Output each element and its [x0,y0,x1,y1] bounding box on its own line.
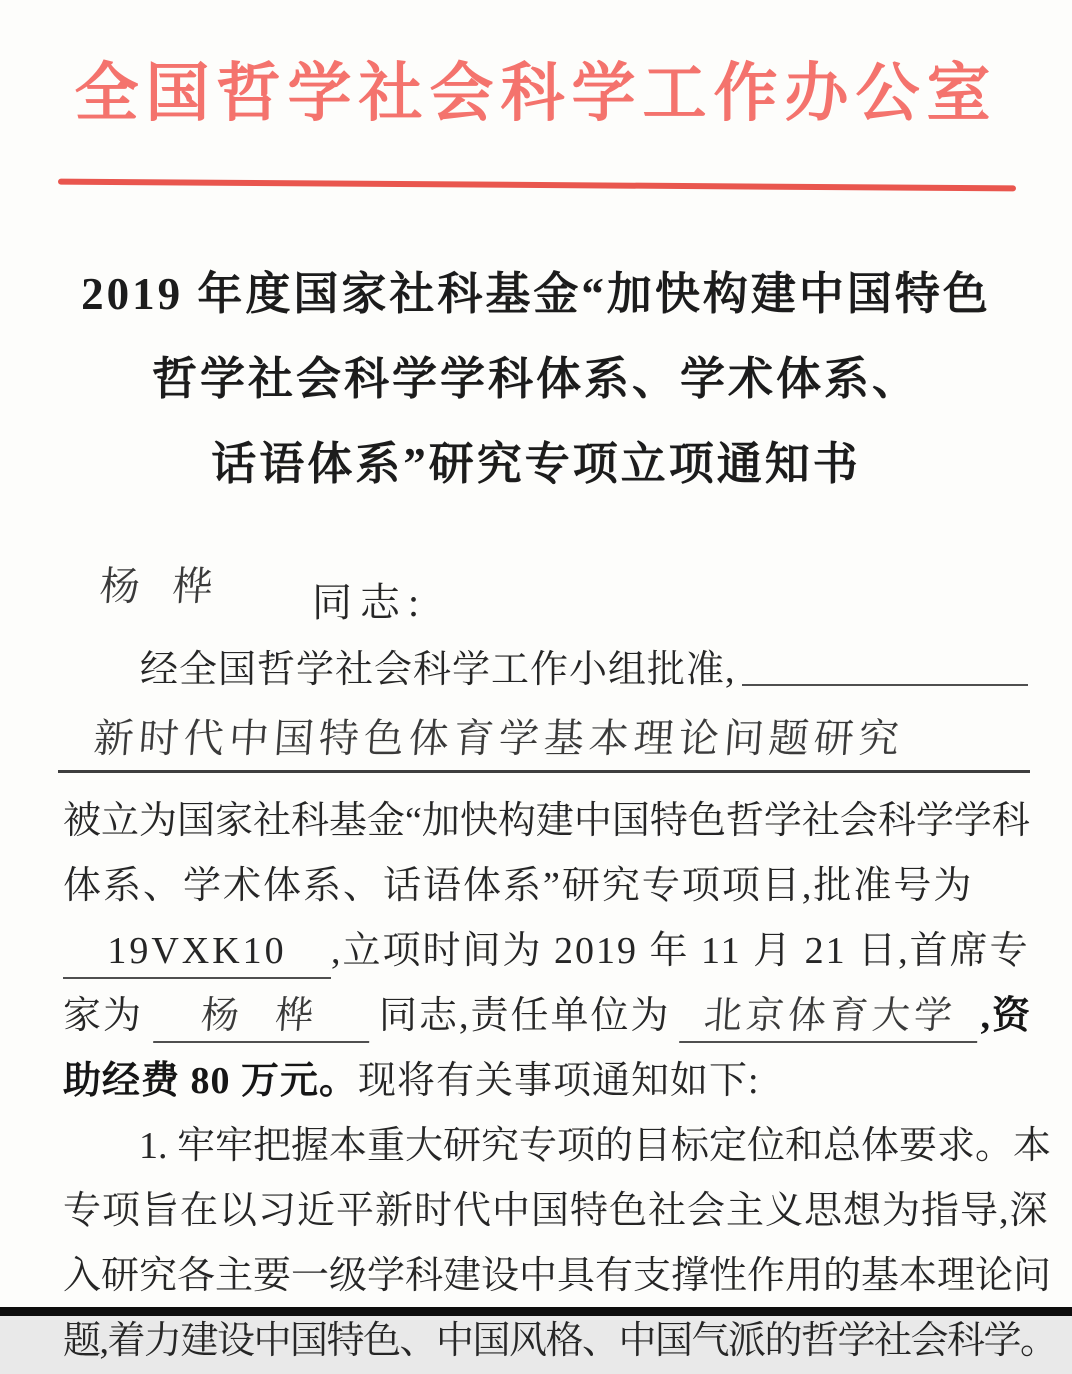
body-line-6: 1. 牢牢把握本重大研究专项的目标定位和总体要求。本 [139,1125,1052,1167]
body-line-7: 专项旨在以习近平新时代中国特色社会主义思想为指导,深 [63,1190,1049,1232]
body-text [0,789,1072,1374]
body-line-9: 题,着力建设中国特色、中国风格、中国气派的哲学社会科学。 [63,1320,1057,1362]
body-line-2: 体系、学术体系、话语体系”研究专项项目,批准号为 [63,865,974,907]
letterhead-divider-rule [58,179,1016,192]
body-line-1: 被立为国家社科基金“加快构建中国特色哲学社会科学学科 [63,800,1030,842]
project-title-handwritten: 新时代中国特色体育学基本理论问题研究 [92,716,906,762]
body-line-5-rest: 现将有关事项通知如下: [358,1060,760,1102]
scan-edge-bar [0,1307,1072,1316]
body-line-4-mid: 同志,责任单位为 [379,995,671,1037]
project-title-underline [58,770,1030,773]
approval-number-field: 19VXK10 [63,925,331,979]
document-title-line-3: 话语体系”研究专项立项通知书 [211,439,861,489]
document-title-line-1: 2019 年度国家社科基金“加快构建中国特色 [81,269,991,319]
salutation [0,555,1072,625]
body-line-3 [63,919,1072,984]
body-line-3-text: ,立项时间为 2019 年 11 月 21 日,首席专 [331,930,1030,972]
recipient-name-handwritten: 杨 桦 [98,564,225,610]
body-line-4-bold-tail: ,资 [980,995,1033,1037]
body-line-5 [63,1049,1072,1114]
approval-sentence [0,638,1072,693]
body-line-4 [63,984,1072,1049]
funding-amount-bold: 助经费 80 万元。 [63,1060,359,1102]
document-title [0,252,1072,507]
project-title-blank-line [742,684,1028,686]
institution-field: 北京体育大学 [679,989,981,1043]
letterhead-org-name: 全国哲学社会科学工作办公室 [74,58,998,129]
body-line-8: 入研究各主要一级学科建设中具有支撑性作用的基本理论问 [63,1255,1052,1297]
document-title-line-2: 哲学社会科学学科体系、学术体系、 [151,354,920,404]
salutation-suffix: 同志: [312,580,428,625]
approval-sentence-text: 经全国哲学社会科学工作小组批准, [140,649,736,691]
chief-expert-field: 杨 桦 [153,989,373,1043]
body-line-4-prefix: 家为 [63,995,144,1037]
